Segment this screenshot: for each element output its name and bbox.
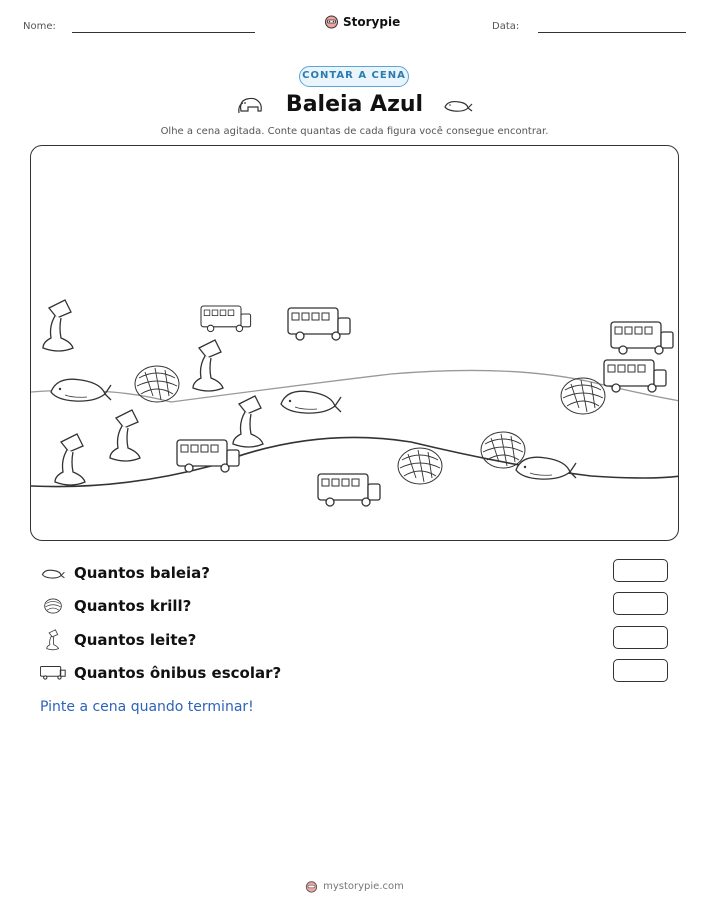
question-row [40,628,196,652]
scene-illustration [31,146,679,541]
krill-icon [40,596,66,616]
whale-icon [442,93,474,117]
question-row [40,594,191,618]
name-label: Nome: [23,21,56,32]
counting-scene[interactable] [30,145,679,541]
question-text: Quantos ônibus escolar? [74,664,282,682]
answer-box-milk[interactable] [613,626,668,649]
instructions: Olhe a cena agitada. Conte quantas de cada figura você consegue encontrar. [160,126,549,137]
question-row [40,661,281,685]
name-line[interactable] [72,32,255,33]
storypie-logo-icon [305,880,318,893]
question-text: Quantos leite? [74,631,197,649]
storypie-logo-icon [324,14,339,29]
answer-box-krill[interactable] [613,592,668,615]
coloring-note: Pinte a cena quando terminar! [40,699,254,715]
footer [0,880,709,893]
school-bus-icon [40,664,66,682]
brand-name: Storypie [343,14,401,29]
title-text: Baleia Azul [285,92,424,117]
answer-box-school-bus[interactable] [613,659,668,682]
page-title [0,92,709,117]
question-text: Quantos baleia? [74,564,210,582]
milk-icon [40,629,66,651]
answer-box-whale[interactable] [613,559,668,582]
activity-badge: CONTAR A CENA [299,66,409,87]
date-label: Data: [492,21,520,32]
question-text: Quantos krill? [74,597,192,615]
date-line[interactable] [538,32,686,33]
whale-icon [40,563,66,583]
footer-url[interactable]: mystorypie.com [323,881,404,892]
brand [324,14,400,29]
elephant-icon [235,93,267,117]
question-row [40,561,210,585]
